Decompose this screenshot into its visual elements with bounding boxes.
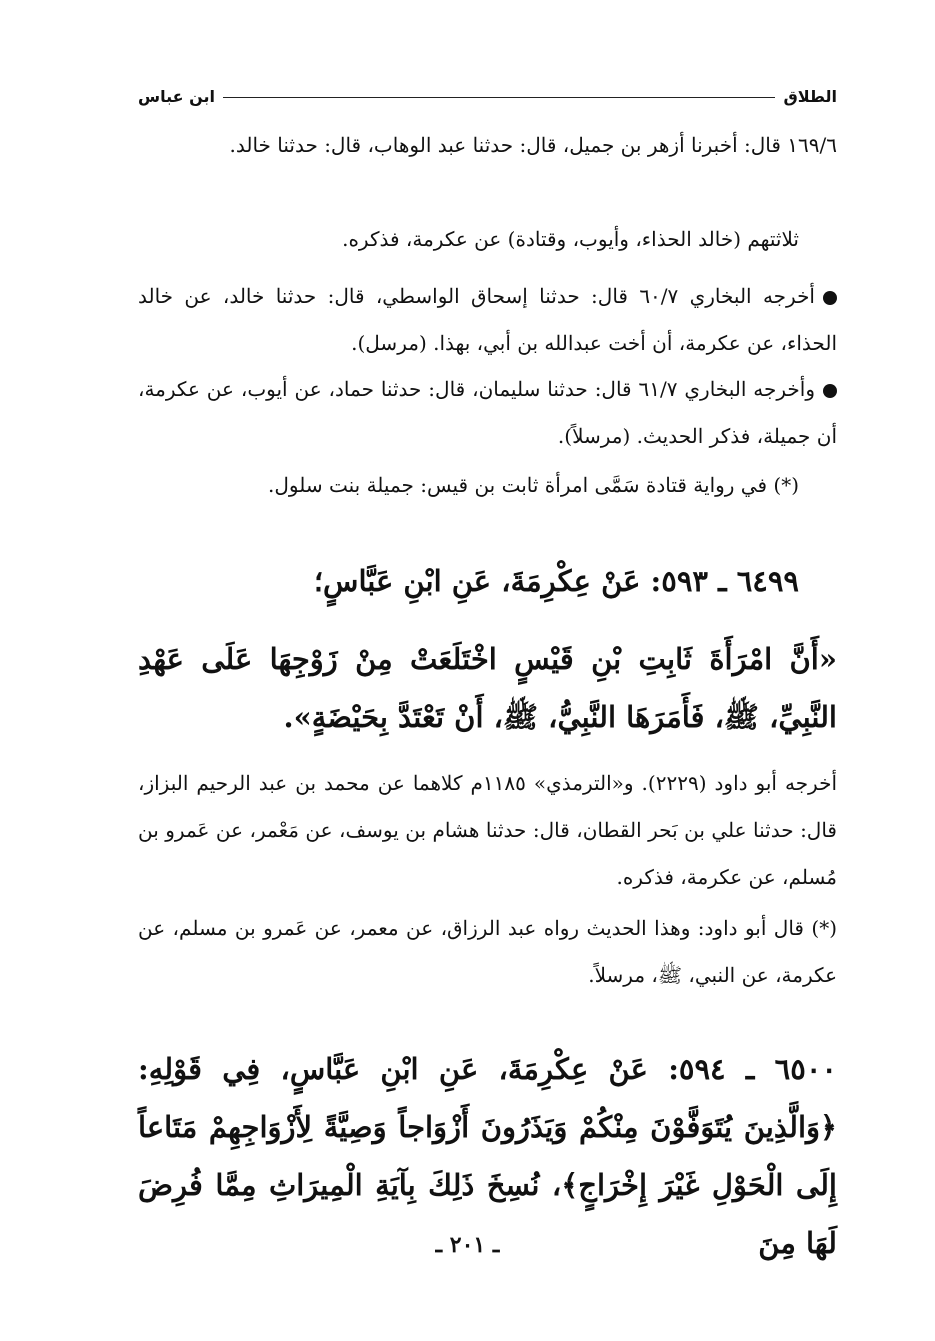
paragraph-bukhari-2 bbox=[138, 366, 837, 460]
paragraph-chain-summary: ثلاثتهم (خالد الحذاء، وأيوب، وقتادة) عن عكرمة، فذكره. bbox=[342, 227, 799, 251]
page-number: ـ ٢٠١ ـ bbox=[435, 1232, 500, 1258]
note-abu-dawud: (*) قال أبو داود: وهذا الحديث رواه عبد الرزاق، عن معمر، عن عَمرو بن مسلم، عن عكرمة، عن النبي، ﷺ، مرسلاً. bbox=[138, 916, 837, 987]
paragraph-bukhari-1-text: أخرجه البخاري ٦٠/٧ قال: حدثنا إسحاق الواسطي، قال: حدثنا خالد، عن خالد الحذاء، عن عكرمة، أن أخت عبدالله بن أبي، بهذا. (مرسل). bbox=[138, 284, 837, 355]
header-rule bbox=[223, 97, 775, 98]
header-section-title: ابن عباس bbox=[138, 86, 216, 106]
running-header bbox=[138, 84, 837, 108]
paragraph-bukhari-1 bbox=[138, 273, 837, 367]
bullet-icon bbox=[823, 291, 837, 305]
bullet-icon bbox=[823, 384, 837, 398]
paragraph-bukhari-2-text: وأخرجه البخاري ٦١/٧ قال: حدثنا سليمان، قال: حدثنا حماد، عن أيوب، عن عكرمة، أن جميلة، فذكر الحديث. (مرسلاً). bbox=[138, 377, 837, 448]
paragraph-chain-1: ١٦٩/٦ قال: أخبرنا أزهر بن جميل، قال: حدثنا عبد الوهاب، قال: حدثنا خالد. bbox=[229, 133, 837, 157]
paragraph-takhrij-abu-dawud: أخرجه أبو داود (٢٢٢٩). و«الترمذي» ١١٨٥م كلاهما عن محمد بن عبد الرحيم البزاز، قال: حدثنا علي بن بَحر القطان، قال: حدثنا هشام بن يوسف، عن مَعْمر، عن عَمرو بن مُسلم، عن عكرمة، فذكره. bbox=[138, 771, 838, 889]
hadith-text-6499: «أَنَّ امْرَأَةَ ثَابِتِ بْنِ قَيْسٍ اخْتَلَعَتْ مِنْ زَوْجِهَا عَلَى عَهْدِ النَّبِيِّ، ﷺ، فَأَمَرَهَا النَّبِيُّ، ﷺ، أَنْ تَعْتَدَّ بِحَيْضَةٍ». bbox=[138, 642, 837, 734]
note-qatada: (*) في رواية قتادة سَمَّى امرأة ثابت بن قيس: جميلة بنت سلول. bbox=[268, 473, 799, 497]
hadith-6500: ٦٥٠٠ ـ ٥٩٤: عَنْ عِكْرِمَةَ، عَنِ ابْنِ عَبَّاسٍ، فِي قَوْلِهِ: ﴿وَالَّذِينَ يُتَوَفَّوْنَ مِنْكُمْ وَيَذَرُونَ أَزْوَاجاً وَصِيَّةً لِأَزْوَاجِهِمْ مَتَاعاً إِلَى الْحَوْلِ غَيْرَ إِخْرَاجٍ﴾، نُسِخَ ذَلِكَ بِآيَةِ الْمِيرَاثِ مِمَّا فُرِضَ لَهَا مِنَ bbox=[138, 1052, 837, 1260]
hadith-heading-6499: ٦٤٩٩ ـ ٥٩٣: عَنْ عِكْرِمَةَ، عَنِ ابْنِ عَبَّاسٍ؛ bbox=[313, 564, 799, 598]
header-chapter-title: الطلاق bbox=[783, 86, 837, 106]
